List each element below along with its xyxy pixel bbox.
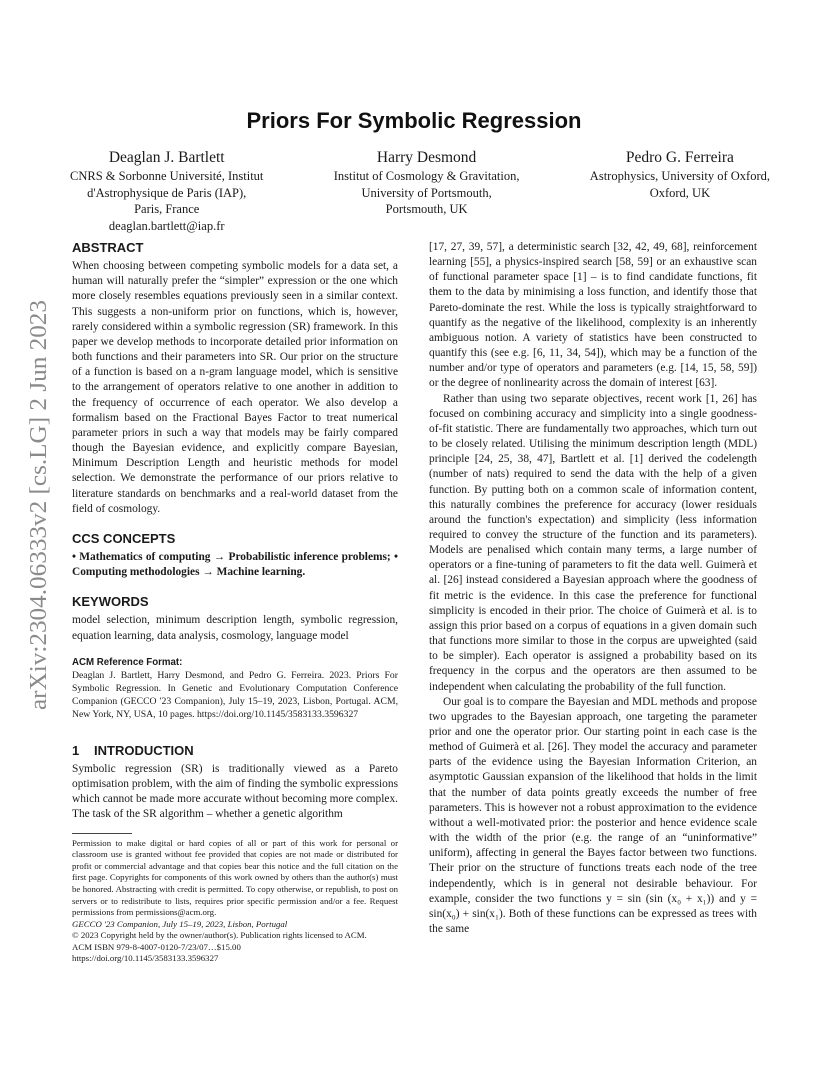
section-heading: [72, 743, 398, 758]
author-name: Harry Desmond: [376, 149, 477, 166]
ccs-heading: CCS CONCEPTS: [72, 530, 176, 546]
paper-title: Priors For Symbolic Regression: [246, 108, 582, 133]
ccs-text: • Mathematics of computing → Probabilistic inference problems; • Computing methodologies → Machine learning.: [72, 550, 398, 579]
acm-reference-text: Deaglan J. Bartlett, Harry Desmond, and Pedro G. Ferreira. 2023. Priors For Symbolic Regression. In Genetic and Evolutionary Computation Conference Companion (GECCO '23 Companion), July 15–19, 2023, Lisbon, Portugal. ACM, New York, NY, USA, 10 pages. https://doi.org/10.1145/3583133.3596327: [72, 669, 398, 720]
body-paragraph: Our goal is to compare the Bayesian and MDL methods and propose two upgrades to the Bayesian approach, one targeting the parameter prior and one the operator prior. Our starting point in each case is the method of Guimerà et al. [26]. They model the accuracy and parameter parts of the evidence using the Bayesian Information Criterion, an asymptotic Gaussian expansion of the likelihood that holds in the limit that the number of data points greatly exceeds the number of free parameters. This is however not a robust approximation to the evidence without a well-motivated prior: the posterior and hence evidence scale with the width of the prior (e.g. the range of an “uninformative” uniform), affecting in general the Bayes factor between two functions. Their prior on the structure of functions treats each node of the tree independently, which is in general not desirable behaviour. For example, consider the two functions y = sin (sin (x₀ + x₁)) and y = sin(x₀) + sin(x₁). Both of these functions can be expressed as trees with the same: [429, 695, 757, 936]
right-column: [429, 240, 757, 937]
author-affiliation-line: d'Astrophysique de Paris (IAP),: [87, 185, 247, 200]
author-block: [70, 148, 770, 234]
author-name: Pedro G. Ferreira: [625, 149, 734, 166]
author-affiliation-line: Portsmouth, UK: [385, 202, 468, 216]
body-paragraph: Rather than using two separate objectives, recent work [1, 26] has focused on combining accuracy and simplicity into a single goodness-of-fit statistic. There are fundamentally two approaches, which turn out to be closely related. Utilising the minimum description length (MDL) principle [24, 25, 38, 47], Bartlett et al. [1] derived the codelength (number of nats) required to send the data with the help of a given function. By putting both on a common scale of information content, this naturally combines the preference for accuracy (lower residuals around the function's expectation) and simplicity (less information required to convey the structure of the function and its parameters). Models are penalised which contain many terms, a large number of operators or a fine-tuning of parameters to fit the data well. Guimerà et al. [26] instead considered a Bayesian approach where the goodness of fit metric is the evidence. In this case the preference for functional simplicity is encoded in their prior. The choice of Guimerà et al. is to assign this prior based on a corpus of equations in a given domain such that functions more similar to those in the corpus are upweighted (said to be simpler). Each operator is assigned a probability based on its frequency in the corpus and the operators are then assumed to be independent when calculating the probability of the full function.: [429, 392, 757, 693]
author-2: [334, 148, 520, 234]
body-paragraph: [17, 27, 39, 57], a deterministic search [32, 42, 49, 68], reinforcement learning [55], a physics-inspired search [58, 59] or an exhaustive scan of functional parameter space [1] – is to find candidate functions, fit them to the data by minimising a loss function, and identify those that Pareto-dominate the rest. While the loss is typically straightforward to quantify as the negative of the likelihood, complexity is an inherently ambiguous notion. A variety of statistics have been constructed to quantify this (see e.g. [6, 11, 34, 54]), which may be a function of the number and/or type of operators and parameters (e.g. [14, 15, 58, 59]) or the degree of nonlinearity across the domain of interest [63].: [429, 241, 757, 390]
permission-block: [72, 838, 398, 966]
section-title: INTRODUCTION: [94, 742, 194, 758]
abstract-heading: ABSTRACT: [72, 240, 144, 255]
author-affiliation-line: Astrophysics, University of Oxford,: [589, 169, 770, 183]
venue-line: GECCO '23 Companion, July 15–19, 2023, Lisbon, Portugal: [72, 918, 288, 929]
author-affiliation-line: University of Portsmouth,: [361, 185, 492, 200]
keywords-heading: KEYWORDS: [72, 594, 149, 610]
author-affiliation-line: CNRS & Sorbonne Université, Institut: [70, 169, 264, 183]
author-3: [590, 148, 770, 234]
isbn-line: ACM ISBN 979-8-4007-0120-7/23/07…$15.00: [72, 941, 241, 952]
author-affiliation-line: Institut of Cosmology & Gravitation,: [333, 169, 520, 183]
keywords-text: model selection, minimum description length, symbolic regression, equation learning, data analysis, cosmology, language model: [72, 614, 398, 642]
author-name: Deaglan J. Bartlett: [108, 149, 225, 166]
arxiv-stamp-text: arXiv:2304.06333v2 [cs.LG] 2 Jun 2023: [26, 319, 52, 710]
author-affiliation-line: Paris, France: [134, 202, 200, 216]
acm-reference: [72, 656, 398, 721]
doi-link[interactable]: https://doi.org/10.1145/3583133.3596327: [72, 953, 219, 964]
author-affiliation-line: Oxford, UK: [649, 185, 711, 200]
author-1: [70, 148, 263, 234]
left-column: [72, 240, 398, 965]
permission-text: Permission to make digital or hard copies of all or part of this work for personal or classroom use is granted without fee provided that copies are not made or distributed for profit or commercial advantage and that copies bear this notice and the full citation on the first page. Copyrights for components of this work owned by others than the author(s) must be honored. Abstracting with credit is permitted. To copy otherwise, or republish, to post on servers or to redistribute to lists, requires prior specific permission and/or a fee. Request permissions from permissions@acm.org.: [72, 837, 398, 918]
arxiv-stamp: [14, 300, 58, 720]
copyright-line: © 2023 Copyright held by the owner/author(s). Publication rights licensed to ACM.: [72, 930, 367, 941]
author-email[interactable]: deaglan.bartlett@iap.fr: [108, 218, 225, 233]
intro-text: Symbolic regression (SR) is traditionally viewed as a Pareto optimisation problem, with the aim of finding the symbolic expressions which cannot be made more accurate without becoming more complex. The task of the SR algorithm – whether a genetic algorithm: [72, 762, 398, 821]
acm-reference-label: ACM Reference Format:: [72, 656, 183, 668]
abstract-text: When choosing between competing symbolic models for a data set, a human will naturally prefer the “simpler” expression or the one which more closely resembles equations previously seen in a similar context. This suggests a non-uniform prior on functions, which is, however, rarely considered within a symbolic regression (SR) framework. In this paper we develop methods to incorporate detailed prior information on both functions and their parameters into SR. Our prior on the structure of a function is based on a n-gram language model, which is sensitive to the arrangement of operators relative to one another in addition to the frequency of occurrence of each operator. We also develop a formalism based on the Fractional Bayes Factor to treat numerical parameter priors in such a way that models may be fairly compared though the Bayesian evidence, and explicitly compare Bayesian, Minimum Description Length and heuristic methods for model selection. We demonstrate the performance of our priors relative to literature standards on benchmarks and a real-world dataset from the field of cosmology.: [72, 260, 398, 515]
footnote-divider: [72, 833, 132, 834]
section-number: 1: [72, 742, 80, 758]
